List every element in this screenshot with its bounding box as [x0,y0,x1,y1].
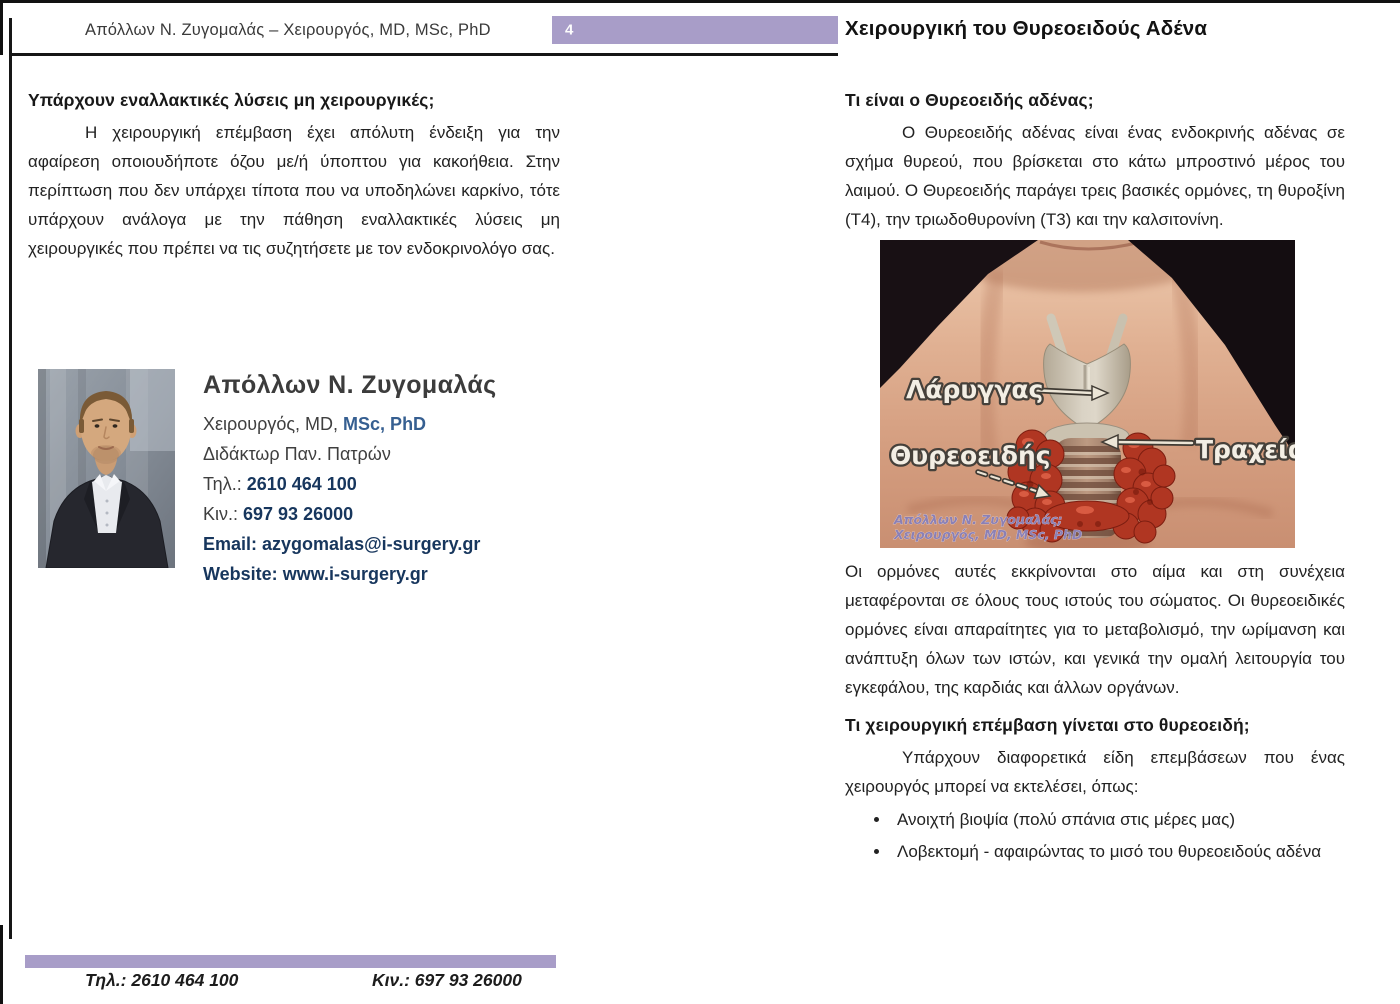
thyroid-label: Θυρεοειδής [890,441,1051,470]
right-section2-body: Οι ορμόνες αυτές εκκρίνονται στο αίμα και στη συνέχεια μεταφέρονται σε όλους τους ιστούς του σώματος. Οι θυρεοειδικές ορμόνες είναι απαραίτητες για το μεταβολισμό, την ωρίμανση και ανάπτυξη όλων των ιστών, και γενικά την ομαλή λειτουργία του εγκεφάλου, της καρδιάς και άλλων οργάνων. [845,562,1345,697]
right-section3-heading: Τι χειρουργική επέμβαση γίνεται στο θυρεοειδή; [845,715,1250,735]
figure-watermark-line2: Χειρουργός, MD, MSc, PhD [894,527,1083,542]
footer-mobile: Κιν.: 697 93 26000 [372,970,522,990]
doctor-title-prefix: Χειρουργός, MD, [203,414,344,434]
left-column [28,90,560,263]
page-top-border [0,0,1400,3]
right-section1-body: Ο Θυρεοειδής αδένας είναι ένας ενδοκρινής αδένας σε σχήμα θυρεού, που βρίσκεται στο κάτω μπροστινό μέρος του λαιμού. Ο Θυρεοειδής παράγει τρεις βασικές ορμόνες, τη θυροξίνη (Τ4), την τριωδοθυρονίνη (Τ3) και την καλσιτονίνη. [845,123,1345,229]
page-number: 4 [565,21,574,39]
header-divider-rule [10,53,838,56]
trachea-label: Τραχεία [1196,435,1295,464]
right-section3-intro: Υπάρχουν διαφορετικά είδη επεμβάσεων που ένας χειρουργός μπορεί να εκτελέσει, όπως: [845,748,1345,796]
left-section-heading: Υπάρχουν εναλλακτικές λύσεις μη χειρουργικές; [28,90,435,110]
business-card [38,369,558,589]
email-label: Email: [203,534,263,554]
left-section-body: Η χειρουργική επέμβαση έχει απόλυτη ένδειξη για την αφαίρεση οποιουδήποτε όζου με/ή ύποπτου για κακοήθεια. Στην περίπτωση που δεν υπάρχει τίποτα που να υποδηλώνει καρκίνο, τότε υπάρχουν ανάλογα με την πάθηση εναλλακτικές λύσεις μη χειρουργικές που πρέπει να τις συζητήσετε με τον ενδοκρινολόγο σας. [28,123,560,258]
list-item: • Ανοιχτή βιοψία (πολύ σπάνια στις μέρες μας) [891,805,1345,834]
page-left-edge-top [0,0,3,55]
right-column [845,90,1345,869]
mobile-label: Κιν.: [203,504,244,524]
website-label: Website: [203,564,283,584]
portrait-photo [38,369,175,568]
email-link[interactable]: azygomalas@i-surgery.gr [262,534,481,554]
header-author-text: Απόλλων Ν. Ζυγομαλάς – Χειρουργός, MD, MSc, PhD [85,21,491,39]
email-line [203,529,497,559]
thyroid-anatomy-figure [880,240,1295,548]
page-number-bar [552,16,838,44]
operation-types-list [845,805,1345,866]
website-line [203,559,497,589]
doctor-name: Απόλλων Ν. Ζυγομαλάς [203,371,497,399]
phone-line [203,469,497,499]
footer-phone: Τηλ.: 2610 464 100 [85,970,239,990]
mobile-value: 697 93 26000 [243,504,354,524]
doctor-title-line [203,409,497,439]
left-vertical-rule [9,18,12,939]
website-link[interactable]: www.i-surgery.gr [282,564,428,584]
mobile-line [203,499,497,529]
right-section1-heading: Τι είναι ο Θυρεοειδής αδένας; [845,90,1094,110]
doctor-degree-line: Διδάκτωρ Παν. Πατρών [203,444,391,464]
page-left-edge-bottom [0,925,3,1004]
phone-label: Τηλ.: [203,474,247,494]
larynx-label: Λάρυγγας [906,375,1044,404]
phone-value: 2610 464 100 [246,474,357,494]
figure-watermark-line1: Απόλλων Ν. Ζυγομαλάς; [894,512,1063,527]
list-item: • Λοβεκτομή - αφαιρώντας το μισό του θυρεοειδούς αδένα [891,837,1345,866]
doctor-title-suffix: MSc, PhD [343,414,427,434]
footer-accent-bar [25,955,556,968]
business-card-info [203,369,497,589]
page-title: Χειρουργική του Θυρεοειδούς Αδένα [845,17,1208,40]
